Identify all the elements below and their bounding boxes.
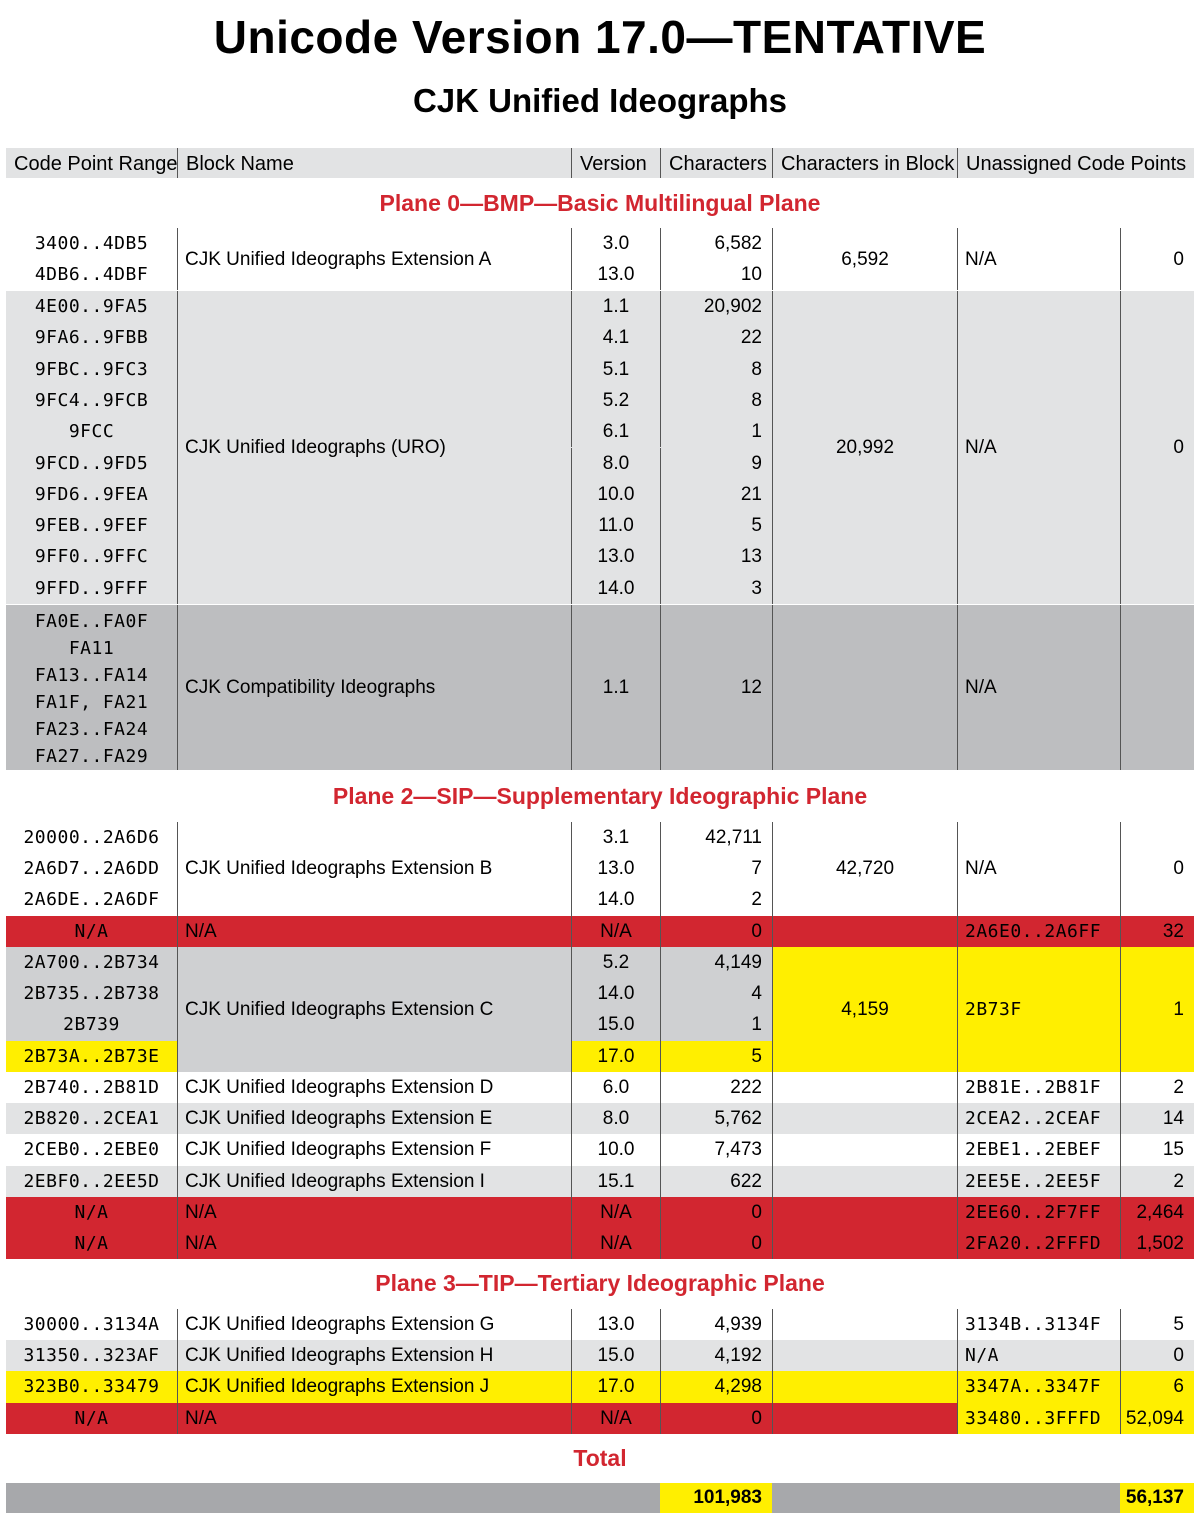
characters-in-block — [772, 1371, 957, 1402]
unassigned-code-points: N/A — [957, 605, 1120, 770]
page-subtitle: CJK Unified Ideographs — [412, 82, 788, 119]
version: N/A — [571, 1197, 660, 1228]
code-point-range: N/A — [6, 1197, 177, 1228]
code-point-range: 9FBC..9FC3 — [34, 358, 149, 380]
code-point-range: 323B0..33479 — [6, 1371, 177, 1402]
code-point-range: 2B739 — [6, 1009, 177, 1040]
version: 5.1 — [571, 354, 660, 385]
unassigned-code-points: N/A — [957, 291, 1120, 604]
version: 15.0 — [571, 1009, 660, 1040]
version: 10.0 — [571, 479, 660, 510]
unassigned-code-points: 3347A..3347F — [957, 1371, 1120, 1402]
characters: 1 — [660, 416, 772, 447]
characters-in-block — [772, 1340, 957, 1371]
version: 5.2 — [571, 385, 660, 416]
characters: 20,902 — [660, 291, 772, 322]
characters-in-block: 4,159 — [772, 947, 957, 1072]
characters: 5 — [660, 1041, 772, 1072]
code-point-range: FA1F, FA21 — [34, 692, 149, 713]
unassigned-count — [1120, 605, 1194, 770]
version: 13.0 — [571, 541, 660, 572]
characters: 9 — [660, 448, 772, 479]
characters-in-block — [772, 916, 957, 947]
unassigned-count: 0 — [1120, 228, 1194, 290]
version: 3.1 — [571, 822, 660, 853]
version: 14.0 — [571, 884, 660, 915]
version: N/A — [571, 1403, 660, 1434]
version: 1.1 — [571, 605, 660, 770]
unassigned-count: 15 — [1120, 1134, 1194, 1165]
unassigned-code-points: 3134B..3134F — [957, 1309, 1120, 1340]
version: 8.0 — [571, 1103, 660, 1134]
plane-2-heading: Plane 2—SIP—Supplementary Ideographic Plane — [332, 783, 868, 809]
block-name: CJK Unified Ideographs Extension F — [177, 1134, 571, 1165]
block-name: CJK Unified Ideographs (URO) — [177, 291, 571, 604]
code-point-range: 2B735..2B738 — [6, 978, 177, 1009]
characters: 622 — [660, 1166, 772, 1197]
code-point-range: 2CEB0..2EBE0 — [23, 1139, 160, 1161]
characters-in-block — [772, 1309, 957, 1340]
code-point-range: 30000..3134A — [23, 1314, 160, 1335]
code-point-range: 9FEB..9FEF — [34, 515, 149, 537]
code-point-range: 2A700..2B734 — [6, 947, 177, 978]
code-point-range: 20000..2A6D6 — [23, 827, 160, 848]
characters: 13 — [660, 541, 772, 572]
characters: 5 — [660, 510, 772, 541]
characters: 42,711 — [660, 822, 772, 853]
characters: 6,582 — [660, 228, 772, 259]
code-point-range: 9FD6..9FEA — [34, 483, 149, 505]
total-characters: 101,983 — [660, 1483, 772, 1513]
header-version: Version — [571, 148, 660, 178]
characters-in-block — [772, 1403, 957, 1434]
unassigned-count: 32 — [1120, 916, 1194, 947]
unassigned-count: 52,094 — [1120, 1403, 1194, 1434]
block-name: N/A — [177, 1197, 571, 1228]
plane-3-heading: Plane 3—TIP—Tertiary Ideographic Plane — [375, 1270, 825, 1296]
header-characters-in-block: Characters in Block — [772, 148, 957, 178]
code-point-range: N/A — [6, 1403, 177, 1434]
characters-in-block: 20,992 — [772, 291, 957, 604]
unassigned-count: 14 — [1120, 1103, 1194, 1134]
version: N/A — [571, 916, 660, 947]
characters-in-block — [772, 1134, 957, 1165]
unassigned-count: 1,502 — [1120, 1228, 1194, 1259]
code-point-range: 9FA6..9FBB — [34, 327, 149, 349]
version: 3.0 — [571, 228, 660, 259]
unassigned-count: 0 — [1120, 822, 1194, 916]
unassigned-code-points: 33480..3FFFD — [957, 1403, 1120, 1434]
total-bar — [6, 1483, 1194, 1513]
block-name: CJK Unified Ideographs Extension H — [177, 1340, 571, 1371]
plane-0-heading: Plane 0—BMP—Basic Multilingual Plane — [379, 190, 821, 216]
code-point-range: FA23..FA24 — [34, 719, 149, 740]
characters: 12 — [660, 605, 772, 770]
version: 8.0 — [571, 448, 660, 479]
unassigned-count: 2 — [1120, 1166, 1194, 1197]
unassigned-code-points: 2B81E..2B81F — [957, 1072, 1120, 1103]
characters: 2 — [660, 884, 772, 915]
unassigned-code-points: 2B73F — [957, 947, 1120, 1072]
unassigned-code-points: 2EE5E..2EE5F — [957, 1166, 1120, 1197]
code-point-range: 2B820..2CEA1 — [6, 1103, 177, 1134]
block-name: CJK Compatibility Ideographs — [177, 605, 571, 770]
characters-in-block — [772, 605, 957, 770]
code-point-range: N/A — [6, 916, 177, 947]
code-point-range: 31350..323AF — [6, 1340, 177, 1371]
characters: 3 — [660, 573, 772, 604]
block-name: CJK Unified Ideographs Extension D — [177, 1072, 571, 1103]
characters: 0 — [660, 1228, 772, 1259]
code-point-range: N/A — [6, 1228, 177, 1259]
unassigned-code-points: 2EE60..2F7FF — [957, 1197, 1120, 1228]
characters: 4,192 — [660, 1340, 772, 1371]
block-name: N/A — [177, 1403, 571, 1434]
characters: 7 — [660, 853, 772, 884]
code-point-range: 4E00..9FA5 — [34, 296, 149, 317]
block-name: CJK Unified Ideographs Extension I — [177, 1166, 571, 1197]
unassigned-code-points: N/A — [957, 228, 1120, 290]
code-point-range: FA27..FA29 — [34, 746, 149, 767]
characters-in-block — [772, 1103, 957, 1134]
version: 1.1 — [571, 291, 660, 322]
unassigned-count: 0 — [1120, 1340, 1194, 1371]
unassigned-count: 2,464 — [1120, 1197, 1194, 1228]
unassigned-count: 0 — [1120, 291, 1194, 604]
block-name: CJK Unified Ideographs Extension C — [177, 947, 571, 1072]
block-name: CJK Unified Ideographs Extension J — [177, 1371, 571, 1402]
version: 13.0 — [571, 259, 660, 290]
unassigned-code-points: N/A — [957, 822, 1120, 916]
version: 15.1 — [571, 1166, 660, 1197]
characters-in-block — [772, 1197, 957, 1228]
version: 14.0 — [571, 573, 660, 604]
characters: 7,473 — [660, 1134, 772, 1165]
block-name: CJK Unified Ideographs Extension B — [177, 822, 571, 916]
characters: 222 — [660, 1072, 772, 1103]
version: 15.0 — [571, 1340, 660, 1371]
header-code-point-range: Code Point Range — [14, 153, 177, 175]
code-point-range: 2A6D7..2A6DD — [23, 858, 160, 880]
header-block-name: Block Name — [177, 148, 571, 178]
version: 6.0 — [571, 1072, 660, 1103]
code-point-range: 9FCD..9FD5 — [34, 452, 149, 474]
unassigned-count: 1 — [1120, 947, 1194, 1072]
characters: 0 — [660, 1197, 772, 1228]
code-point-range: 9FC4..9FCB — [34, 389, 149, 411]
block-name: N/A — [177, 1228, 571, 1259]
characters: 4,298 — [660, 1371, 772, 1402]
total-heading: Total — [573, 1445, 627, 1471]
version: 14.0 — [571, 978, 660, 1009]
version: 13.0 — [571, 1309, 660, 1340]
characters: 10 — [660, 259, 772, 290]
version: 17.0 — [571, 1041, 660, 1072]
code-point-range: 9FFD..9FFF — [34, 577, 149, 599]
version: 10.0 — [571, 1134, 660, 1165]
characters: 4,939 — [660, 1309, 772, 1340]
characters: 21 — [660, 479, 772, 510]
code-point-range: 2A6DE..2A6DF — [23, 889, 160, 911]
characters-in-block: 42,720 — [772, 822, 957, 916]
characters: 22 — [660, 322, 772, 353]
code-point-range: 4DB6..4DBF — [34, 264, 149, 286]
characters: 0 — [660, 916, 772, 947]
block-name: CJK Unified Ideographs Extension E — [177, 1103, 571, 1134]
characters-in-block — [772, 1166, 957, 1197]
total-unassigned: 56,137 — [1120, 1483, 1194, 1513]
version: N/A — [571, 1228, 660, 1259]
unassigned-code-points: 2EBE1..2EBEF — [957, 1134, 1120, 1165]
version: 11.0 — [571, 510, 660, 541]
characters: 5,762 — [660, 1103, 772, 1134]
unassigned-code-points: 2CEA2..2CEAF — [957, 1103, 1120, 1134]
code-point-range: FA0E..FA0F — [34, 611, 149, 632]
unassigned-count: 6 — [1120, 1371, 1194, 1402]
code-point-range: FA11 — [68, 638, 115, 659]
code-point-range: 2B73A..2B73E — [6, 1041, 177, 1072]
block-name: CJK Unified Ideographs Extension A — [177, 228, 571, 290]
code-point-range: 9FF0..9FFC — [34, 546, 149, 568]
header-unassigned-code-points: Unassigned Code Points — [957, 148, 1194, 178]
table-header — [6, 148, 1194, 178]
code-point-range: 9FCC — [68, 421, 115, 443]
unassigned-code-points: 2FA20..2FFFD — [957, 1228, 1120, 1259]
characters-in-block — [772, 1228, 957, 1259]
unassigned-code-points: N/A — [957, 1340, 1120, 1371]
code-point-range: FA13..FA14 — [34, 665, 149, 686]
characters: 0 — [660, 1403, 772, 1434]
characters: 8 — [660, 385, 772, 416]
header-characters: Characters — [660, 148, 772, 178]
version: 13.0 — [571, 853, 660, 884]
code-point-range: 2B740..2B81D — [23, 1077, 160, 1098]
block-name: CJK Unified Ideographs Extension G — [177, 1309, 571, 1340]
unassigned-count: 5 — [1120, 1309, 1194, 1340]
characters: 4,149 — [660, 947, 772, 978]
block-name: N/A — [177, 916, 571, 947]
unassigned-count: 2 — [1120, 1072, 1194, 1103]
characters: 8 — [660, 354, 772, 385]
code-point-range: 2EBF0..2EE5D — [6, 1166, 177, 1197]
characters: 1 — [660, 1009, 772, 1040]
characters-in-block: 6,592 — [772, 228, 957, 290]
code-point-range: 3400..4DB5 — [34, 233, 149, 254]
characters: 4 — [660, 978, 772, 1009]
version: 5.2 — [571, 947, 660, 978]
page-title: Unicode Version 17.0—TENTATIVE — [213, 11, 987, 63]
characters-in-block — [772, 1072, 957, 1103]
version: 4.1 — [571, 322, 660, 353]
version: 17.0 — [571, 1371, 660, 1402]
unassigned-code-points: 2A6E0..2A6FF — [957, 916, 1120, 947]
version: 6.1 — [571, 416, 660, 447]
